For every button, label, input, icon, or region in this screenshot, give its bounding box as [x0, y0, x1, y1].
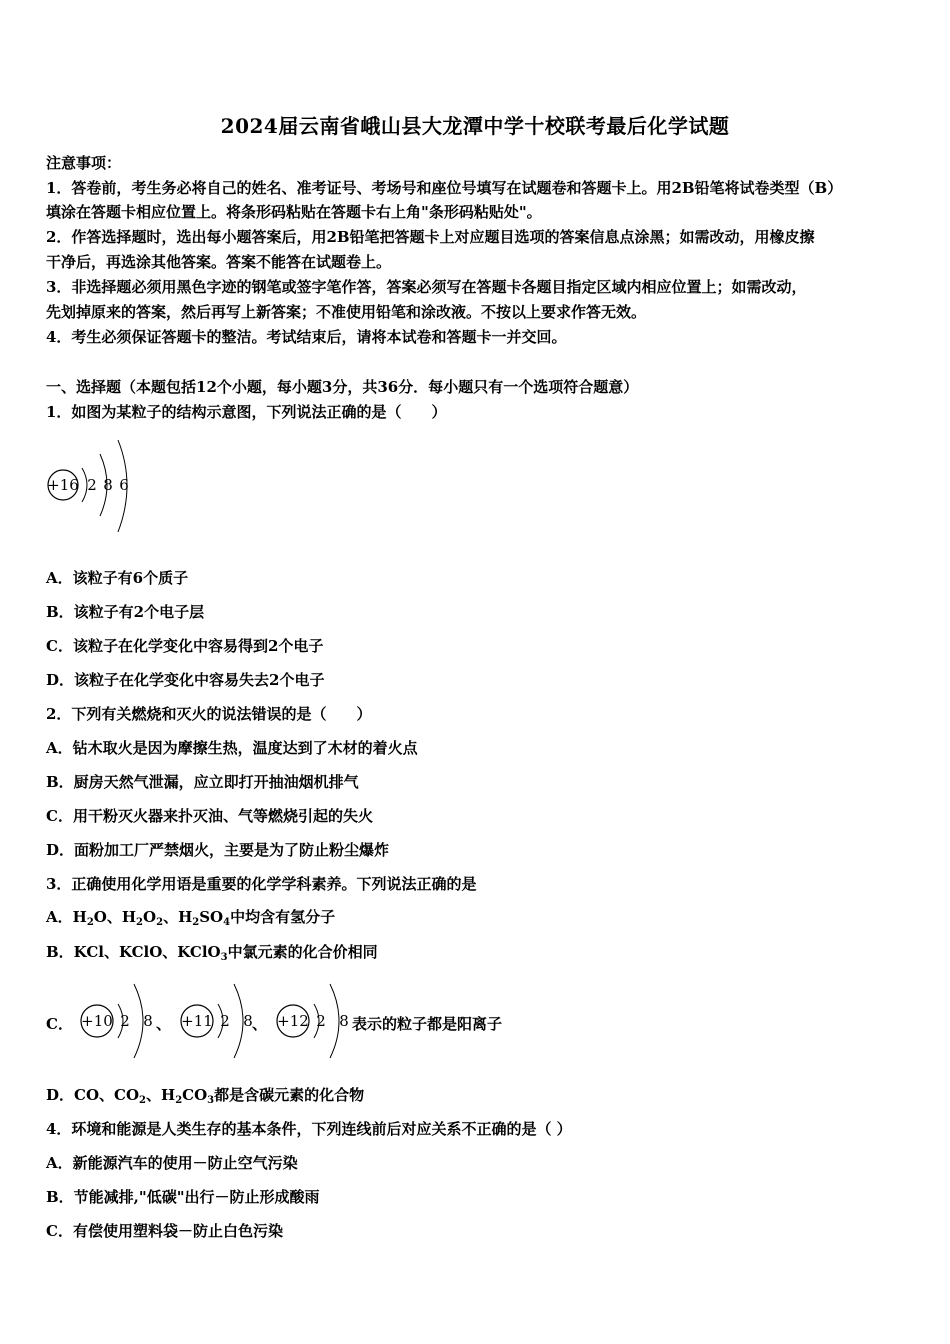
- shell-electrons: 2: [316, 1012, 326, 1030]
- option-c-text: 表示的粒子都是阳离子: [352, 1015, 503, 1033]
- nucleus-charge: +11: [181, 1012, 213, 1030]
- separator: 、: [252, 1015, 268, 1033]
- shell-electrons: 8: [243, 1012, 253, 1030]
- question-stem: 3．正确使用化学用语是重要的化学学科素养。下列说法正确的是: [46, 875, 477, 893]
- notice-line: 干净后，再选涂其他答案。答案不能答在试题卷上。: [46, 253, 392, 271]
- shell-electrons: 2: [220, 1012, 230, 1030]
- nucleus-charge: +12: [277, 1012, 309, 1030]
- notice-line: 填涂在答题卡相应位置上。将条形码粘贴在答题卡右上角"条形码粘贴处"。: [46, 203, 542, 221]
- option: D．该粒子在化学变化中容易失去2个电子: [46, 671, 325, 689]
- option: C．用干粉灭火器来扑灭油、气等燃烧引起的失火: [46, 807, 373, 825]
- separator: 、: [156, 1015, 172, 1033]
- notice-line: 先划掉原来的答案，然后再写上新答案；不准使用铅笔和涂改液。不按以上要求作答无效。: [46, 303, 647, 321]
- notice-line: 2．作答选择题时，选出每小题答案后，用2B铅笔把答题卡上对应题目选项的答案信息点涂黑；如需改动，用橡皮擦: [46, 228, 815, 246]
- page-title: 2024届云南省峨山县大龙潭中学十校联考最后化学试题: [220, 114, 730, 138]
- nucleus-charge: +16: [47, 476, 79, 494]
- option-b: B．KCl、KClO、KClO$_3$中氯元素的化合价相同: [46, 943, 378, 963]
- option-d: D．CO、$CO_2$、$H_2CO_3$都是含碳元素的化合物: [46, 1086, 365, 1106]
- nucleus-charge: +10: [81, 1012, 113, 1030]
- question-stem: 4．环境和能源是人类生存的基本条件，下列连线前后对应关系不正确的是（ ）: [46, 1120, 572, 1138]
- option: B．该粒子有2个电子层: [46, 603, 205, 621]
- atom-structure-diagram: [44, 428, 144, 543]
- option: B．厨房天然气泄漏，应立即打开抽油烟机排气: [46, 773, 359, 791]
- notice-heading: 注意事项：: [46, 154, 122, 172]
- shell-electrons: 8: [339, 1012, 349, 1030]
- option: A．新能源汽车的使用－防止空气污染: [46, 1154, 298, 1172]
- shell-electrons: 8: [143, 1012, 153, 1030]
- option: A．钻木取火是因为摩擦生热，温度达到了木材的着火点: [46, 739, 418, 757]
- option: A．该粒子有6个质子: [46, 569, 189, 587]
- option: C．该粒子在化学变化中容易得到2个电子: [46, 637, 324, 655]
- shell-electrons: 8: [103, 476, 113, 494]
- option: C．有偿使用塑料袋－防止白色污染: [46, 1222, 283, 1240]
- notice-line: 3．非选择题必须用黑色字迹的钢笔或签字笔作答，答案必须写在答题卡各题目指定区域内相应位置上；如需改动，: [46, 278, 807, 296]
- question-stem: 1．如图为某粒子的结构示意图，下列说法正确的是（ ）: [46, 403, 447, 421]
- option: D．面粉加工厂严禁烟火，主要是为了防止粉尘爆炸: [46, 841, 390, 859]
- section-heading: 一、选择题（本题包括12个小题，每小题3分，共36分．每小题只有一个选项符合题意）: [46, 378, 639, 396]
- option-c-prefix: C．: [46, 1015, 73, 1033]
- notice-line: 4．考生必须保证答题卡的整洁。考试结束后，请将本试卷和答题卡一并交回。: [46, 328, 567, 346]
- option: B．节能减排,"低碳"出行－防止形成酸雨: [46, 1188, 320, 1206]
- atom-structure-diagram: [76, 978, 168, 1063]
- shell-electrons: 6: [119, 476, 129, 494]
- shell-electrons: 2: [120, 1012, 130, 1030]
- notice-line: 1．答卷前，考生务必将自己的姓名、准考证号、考场号和座位号填写在试题卷和答题卡上。用2B铅笔将试卷类型（B）: [46, 179, 843, 197]
- question-stem: 2．下列有关燃烧和灭火的说法错误的是（ ）: [46, 705, 372, 723]
- atom-structure-diagram: [272, 978, 354, 1063]
- option-a: A．$H_2O$、$H_2O_2$、$H_2SO_4$中均含有氢分子: [46, 908, 336, 928]
- shell-electrons: 2: [87, 476, 97, 494]
